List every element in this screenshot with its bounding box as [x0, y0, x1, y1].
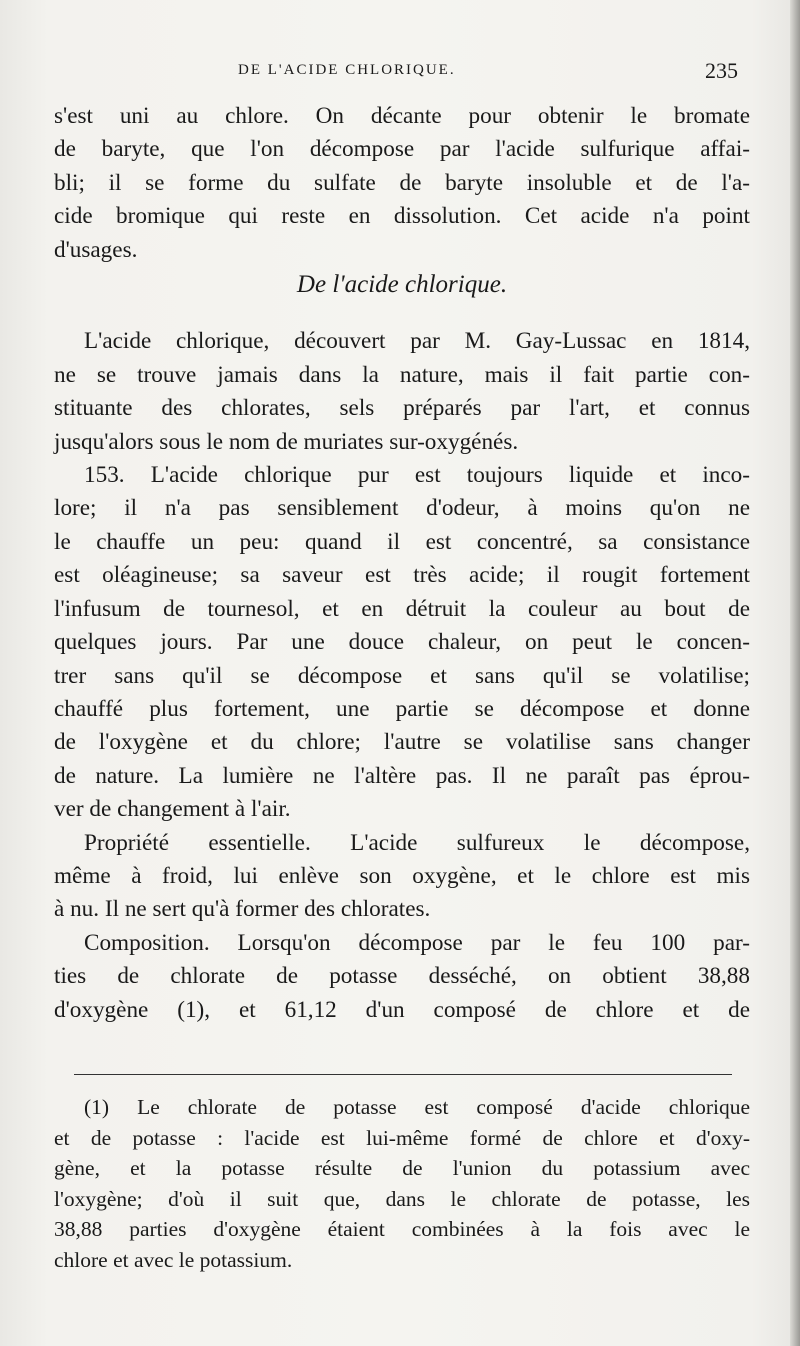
footnote-line: (1) Le chlorate de potasse est composé d'acide chlorique — [84, 1095, 750, 1119]
page-number: 235 — [705, 58, 738, 83]
text-line: même à froid, lui enlève son oxygène, et le chlore est mis — [54, 862, 750, 889]
text-line: est oléagineuse; sa saveur est très acide; il rougit fortement — [54, 562, 750, 589]
text-line: à nu. Il ne sert qu'à former des chlorates. — [54, 896, 431, 923]
text-line: quelques jours. Par une douce chaleur, on peut le concen- — [54, 629, 750, 656]
text-line: stituante des chlorates, sels préparés par l'art, et connus — [54, 395, 750, 422]
text-line: bli; il se forme du sulfate de baryte insoluble et de l'a- — [54, 169, 750, 196]
text-line: jusqu'alors sous le nom de muriates sur-oxygénés. — [54, 428, 519, 455]
section-spacer — [54, 311, 750, 325]
text-line: cide bromique qui reste en dissolution. Cet acide n'a point — [54, 203, 750, 230]
text-line: de nature. La lumière ne l'altère pas. Il ne paraît pas éprou- — [54, 762, 750, 789]
footnote-line: chlore et avec le potassium. — [54, 1247, 293, 1272]
main-text — [54, 100, 750, 1027]
text-line: ties de chlorate de potasse desséché, on obtient 38,88 — [54, 963, 750, 990]
page-gutter-shadow — [790, 0, 800, 1346]
footnote-line: 38,88 parties d'oxygène étaient combinées à la fois avec le — [54, 1217, 750, 1241]
text-line: chauffé plus fortement, une partie se décompose et donne — [54, 695, 750, 722]
text-line: de l'oxygène et du chlore; l'autre se volatilise sans changer — [54, 729, 750, 756]
footnote-line: l'oxygène; d'où il suit que, dans le chlorate de potasse, les — [54, 1186, 750, 1211]
text-line: d'usages. — [54, 236, 138, 263]
footnote-line: et de potasse : l'acide est lui-même formé de chlore et d'oxy- — [54, 1125, 750, 1150]
text-line: s'est uni au chlore. On décante pour obtenir le bromate — [54, 103, 750, 129]
text-line: l'infusum de tournesol, et en détruit la couleur au bout de — [54, 595, 750, 622]
text-line: Propriété essentielle. L'acide sulfureux le décompose, — [84, 829, 750, 856]
text-line: L'acide chlorique, découvert par M. Gay-Lussac en 1814, — [84, 328, 750, 355]
text-line: 153. L'acide chlorique pur est toujours liquide et inco- — [84, 462, 750, 489]
text-line: de baryte, que l'on décompose par l'acide sulfurique affai- — [54, 136, 750, 163]
text-line: lore; il n'a pas sensiblement d'odeur, à moins qu'on ne — [54, 495, 750, 522]
text-line: le chauffe un peu: quand il est concentré, sa consistance — [54, 528, 750, 555]
text-line: ne se trouve jamais dans la nature, mais il fait partie con- — [54, 361, 750, 388]
text-line: ver de changement à l'air. — [54, 796, 291, 823]
running-title: DE L'ACIDE CHLORIQUE. — [238, 62, 456, 78]
section-title: De l'acide chlorique. — [296, 271, 508, 299]
text-line: Composition. Lorsqu'on décompose par le feu 100 par- — [84, 929, 750, 956]
text-line: d'oxygène (1), et 61,12 d'un composé de chlore et de — [54, 996, 750, 1023]
text-line: trer sans qu'il se décompose et sans qu'il se volatilise; — [54, 662, 750, 689]
footnote-line: gène, et la potasse résulte de l'union du potassium avec — [54, 1156, 750, 1180]
footnote — [54, 1092, 750, 1275]
footnote-rule — [74, 1074, 732, 1075]
